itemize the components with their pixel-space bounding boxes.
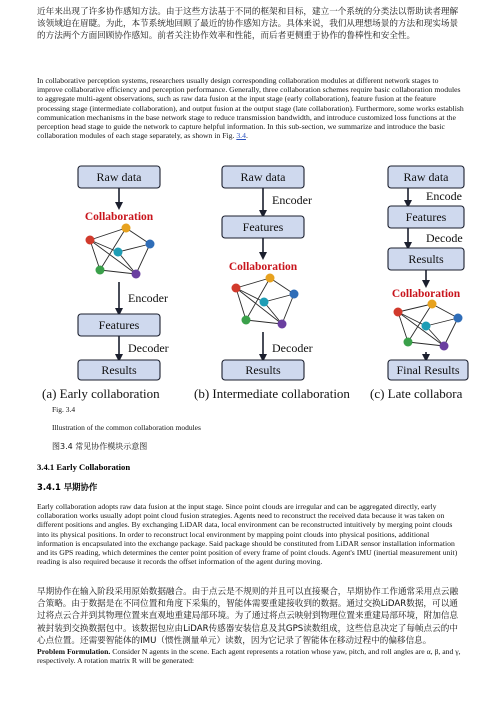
decoder-label-b: Decoder xyxy=(272,341,313,355)
encoder-label-a: Encoder xyxy=(128,291,168,305)
intro-paragraph-en-text: In collaborative perception systems, researchers usually design corresponding collaboration modules at different network stages to improve collaborative efficiency and perception performance. Generally, three collaboration schemes require basic collaboration modules to aggregate multi-agent observations, such as raw data fusion at the input stage (early collaboration), feature fusion at the feature processing stage (intermediate collaboration), and output fusion at the output stage (late collaboration). Furthermore, some works establish communication mechanisms in the base network stage to reduce transmission bandwidth, and introduce customized loss functions at the perception head stage to guide the network to capture helpful information. In this sub-section, we summarize and introduce the basic collaboration modules of each stage separately, as shown in Fig. xyxy=(37,76,464,141)
section-heading-3-4-1-zh: 3.4.1 早期协作 xyxy=(37,482,98,492)
features-label-a: Features xyxy=(98,318,140,332)
raw-data-label-b: Raw data xyxy=(240,170,286,184)
collaboration-label-b: Collaboration xyxy=(228,261,298,273)
features-label-b: Features xyxy=(242,220,284,234)
subcaption-c: (c) Late collabora xyxy=(370,386,463,401)
figure-caption-en: Illustration of the common collaboration modules xyxy=(52,423,201,432)
figure-caption-zh: 图3.4 常见协作模块示意图 xyxy=(52,442,148,451)
encoder-label-b: Encoder xyxy=(272,193,312,207)
intro-paragraph-en-end: . xyxy=(245,131,248,141)
problem-formulation-text: Consider N agents in the scene. Each agent represents a rotation whose yaw, pitch, and roll angles are α, β, and γ, respectively. A rotation matrix R will be generated: xyxy=(37,647,461,666)
intro-paragraph-zh: 近年来出现了许多协作感知方法。由于这些方法基于不同的框架和目标，建立一个系统的分类法以帮助读者理解该领域迫在眉睫。为此，本节系统地回顾了最近的协作感知方法。具体来说，我们从理想场景的方法和现实场景的方法两个方面回顾协作感知。前者关注协作效率和性能，而后者更侧重于协作的鲁棒性和安全性。 xyxy=(37,7,459,42)
problem-formulation-paragraph xyxy=(37,647,465,665)
agent-graph-b xyxy=(232,274,299,329)
raw-data-label-c: Raw data xyxy=(403,170,449,184)
encode-label-c: Encode xyxy=(426,189,462,203)
results-label-c: Results xyxy=(408,252,444,266)
intro-paragraph-en xyxy=(37,76,465,140)
section-heading-3-4-1-en: 3.4.1 Early Collaboration xyxy=(37,462,131,472)
panel-early-collaboration xyxy=(42,166,169,401)
features-label-c: Features xyxy=(405,210,447,224)
results-label-a: Results xyxy=(101,363,137,377)
figure-number: Fig. 3.4 xyxy=(52,405,76,414)
panel-intermediate-collaboration xyxy=(194,166,350,401)
decoder-label-a: Decoder xyxy=(128,341,169,355)
collaboration-label-a: Collaboration xyxy=(84,211,154,223)
subcaption-b: (b) Intermediate collaboration xyxy=(194,386,350,401)
decode-label-c: Decode xyxy=(426,231,463,245)
collaboration-label-c: Collaboration xyxy=(391,288,461,300)
agent-graph-a xyxy=(86,224,155,279)
early-collab-paragraph-zh: 早期协作在输入阶段采用原始数据融合。由于点云是不规则的并且可以直接聚合，早期协作工作通常采用点云融合策略。由于数据是在不同位置和角度下采集的，智能体需要重建接收到的数据。通过交换LiDAR数据，可以通过将点云合并到其物理位置来直观地重建局部环境。为了通过将点云映射到物理位置来重建局部环境，附加信息被封装到交换数据包中。该数据包应由LiDAR传感器安装信息及其GPS读数组成，这些信息决定了每帧点云的中心点位置。还需要智能体的IMU（惯性测量单元）读数，因为它记录了智能体在移动过程中的偏移信息。 xyxy=(37,587,459,646)
results-label-b: Results xyxy=(245,363,281,377)
early-collab-paragraph-en: Early collaboration adopts raw data fusion at the input stage. Since point clouds are irregular and can be aggregated directly, early collaboration works usually adopt point cloud fusion strategies. Agents need to reconstruct the received data because it was taken on different positions and angles. By exchanging LiDAR data, local environment can be reconstructed intuitively by merging point clouds into its physical positions. In order to reconstruct local environment by mapping point clouds into physical positions, additional information is encapsulated into the exchange package. Said package should be constituted from LiDAR sensor installation information and its GPS reading, which determines the center point position of every frame of point clouds. Agent's IMU (inertial measurement unit) reading is also required because it records the offset information of the agent during moving. xyxy=(37,502,458,567)
subcaption-a: (a) Early collaboration xyxy=(42,386,160,401)
final-results-label-c: Final Results xyxy=(396,363,460,377)
agent-graph-c xyxy=(394,300,463,351)
figure-ref-link[interactable]: 3.4 xyxy=(236,131,246,141)
raw-data-label-a: Raw data xyxy=(96,170,142,184)
panel-late-collaboration xyxy=(370,166,468,401)
collaboration-figure xyxy=(42,160,500,405)
problem-formulation-label: Problem Formulation. xyxy=(37,647,111,656)
